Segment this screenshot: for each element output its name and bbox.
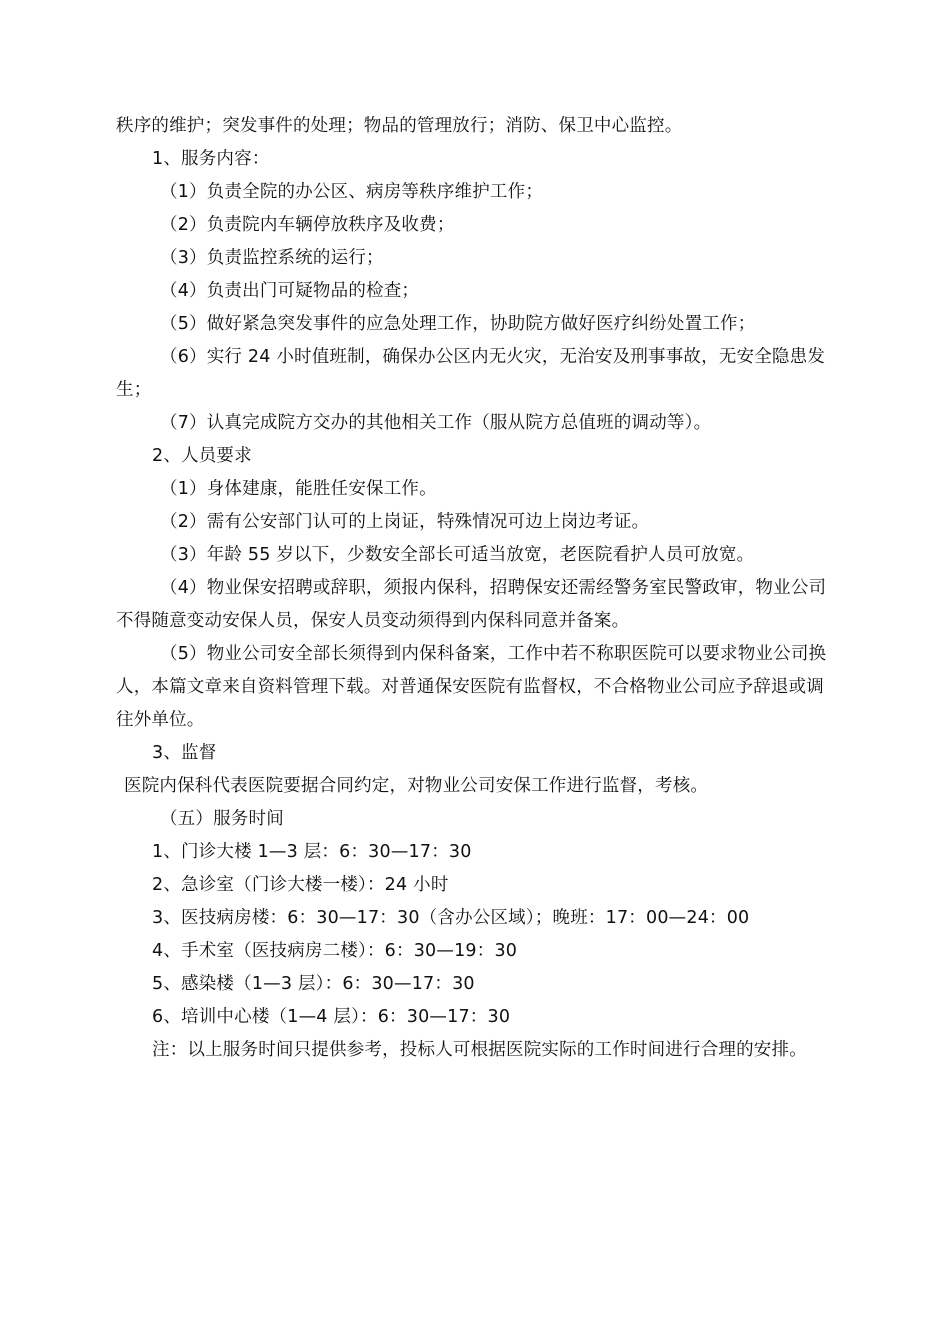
list-item-staff-4: （4）物业保安招聘或辞职，须报内保科，招聘保安还需经警务室民警政审，物业公司不得随意变动安保人员，保安人员变动须得到内保科同意并备案。 (116, 578, 827, 631)
heading-supervision: 3、监督 (152, 743, 217, 763)
list-item-staff-2: （2）需有公安部门认可的上岗证，特殊情况可边上岗边考证。 (160, 512, 650, 532)
list-item-staff-1: （1）身体建康，能胜任安保工作。 (160, 479, 437, 499)
heading-staff-requirements: 2、人员要求 (152, 446, 252, 466)
schedule-item-6: 6、培训中心楼（1—4 层）：6：30—17：30 (152, 1007, 511, 1027)
list-item-service-4: （4）负责出门可疑物品的检查； (160, 281, 420, 301)
list-item-service-1: （1）负责全院的办公区、病房等秩序维护工作； (160, 182, 544, 202)
list-item-service-3: （3）负责监控系统的运行； (160, 248, 384, 268)
list-item-service-2: （2）负责院内车辆停放秩序及收费； (160, 215, 455, 235)
list-item-service-7: （7）认真完成院方交办的其他相关工作（服从院方总值班的调动等）。 (160, 413, 712, 433)
schedule-item-2: 2、急诊室（门诊大楼一楼）：24 小时 (152, 875, 449, 895)
list-item-staff-5: （5）物业公司安全部长须得到内保科备案，工作中若不称职医院可以要求物业公司换人，本篇文章来自资料管理下载。对普通保安医院有监督权，不合格物业公司应予辞退或调往外单位。 (116, 644, 827, 730)
schedule-item-1: 1、门诊大楼 1—3 层：6：30—17：30 (152, 842, 472, 862)
list-item-service-6: （6）实行 24 小时值班制，确保办公区内无火灾，无治安及刑事事故，无安全隐患发生； (116, 347, 826, 400)
schedule-item-5: 5、感染楼（1—3 层）：6：30—17：30 (152, 974, 475, 994)
list-item-service-5: （5）做好紧急突发事件的应急处理工作，协助院方做好医疗纠纷处置工作； (160, 314, 756, 334)
note-paragraph: 注：以上服务时间只提供参考，投标人可根据医院实际的工作时间进行合理的安排。 (152, 1040, 807, 1060)
schedule-item-4: 4、手术室（医技病房二楼）：6：30—19：30 (152, 941, 518, 961)
paragraph-order-maintenance: 秩序的维护；突发事件的处理；物品的管理放行；消防、保卫中心监控。 (116, 116, 683, 136)
schedule-item-3: 3、医技病房楼：6：30—17：30（含办公区域）；晚班：17：00—24：00 (152, 908, 750, 928)
heading-service-content: 1、服务内容： (152, 149, 270, 169)
list-item-staff-3: （3）年龄 55 岁以下，少数安全部长可适当放宽，老医院看护人员可放宽。 (160, 545, 755, 565)
document-body (116, 110, 840, 1067)
paragraph-supervision: 医院内保科代表医院要据合同约定，对物业公司安保工作进行监督，考核。 (124, 776, 709, 796)
heading-service-time: （五）服务时间 (160, 809, 284, 829)
